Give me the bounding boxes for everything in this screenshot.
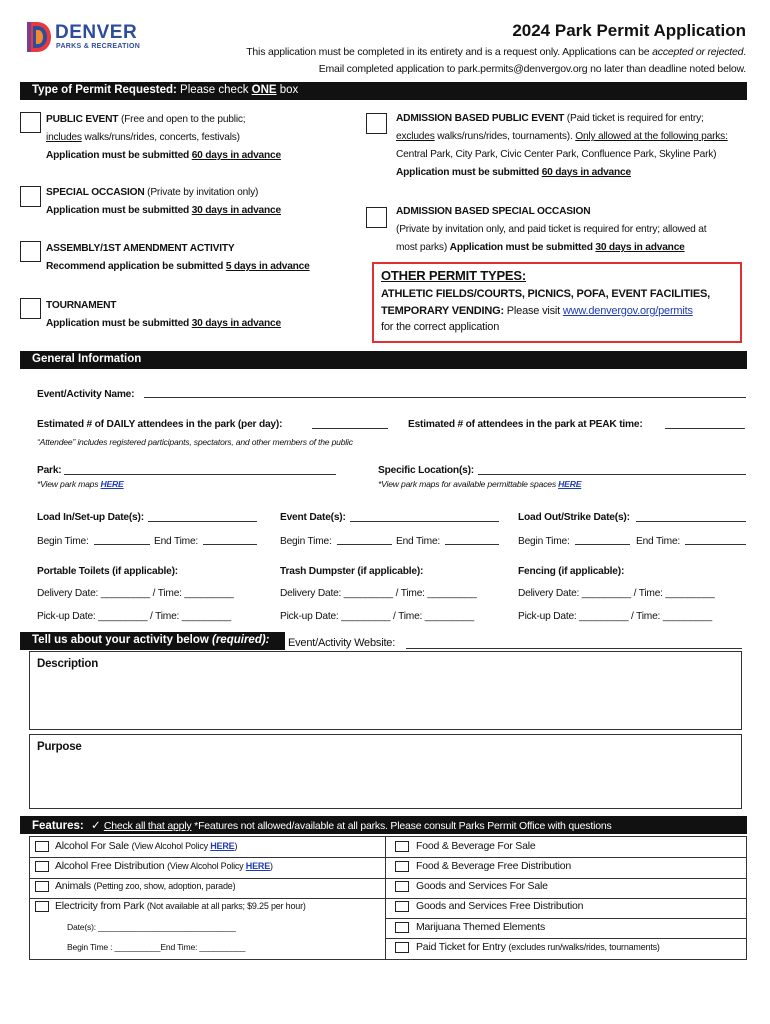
animals-checkbox[interactable] — [35, 881, 49, 892]
specific-maps-link[interactable]: HERE — [558, 479, 582, 489]
load-out-field[interactable] — [636, 521, 746, 522]
special-occasion-deadline: Application must be submitted — [46, 205, 192, 216]
tournament-option — [46, 297, 281, 333]
assembly-option — [46, 240, 310, 276]
row-line — [385, 918, 746, 919]
event-begin-field[interactable] — [337, 544, 392, 545]
website-label: Event/Activity Website: — [288, 637, 396, 649]
animals-item — [55, 880, 235, 892]
header-line-1 — [246, 46, 746, 58]
tournament-checkbox[interactable] — [20, 298, 41, 319]
toilets-label: Portable Toilets (if applicable): — [37, 566, 178, 577]
daily-attendees-label: Estimated # of DAILY attendees in the park (per day): — [37, 419, 283, 430]
admission-public-days: 60 days in advance — [541, 167, 631, 178]
park-note — [37, 479, 124, 489]
tournament-title: TOURNAMENT — [46, 300, 117, 311]
peak-attendees-label: Estimated # of attendees in the park at PEAK time: — [408, 419, 643, 430]
tournament-deadline: Application must be submitted — [46, 318, 192, 329]
public-event-deadline: Application must be submitted — [46, 150, 192, 161]
permit-type-instr-end: box — [276, 84, 299, 96]
other-permit-line3: for the correct application — [381, 321, 500, 333]
other-permit-heading: OTHER PERMIT TYPES: — [381, 268, 526, 283]
description-label: Description — [37, 658, 99, 670]
admission-special-days: 30 days in advance — [595, 242, 685, 253]
event-end-label: End Time: — [396, 536, 441, 547]
please-visit: Please visit — [503, 305, 563, 317]
park-maps-link[interactable]: HERE — [100, 479, 124, 489]
assembly-checkbox[interactable] — [20, 241, 41, 262]
assembly-deadline: Recommend application be submitted — [46, 261, 226, 272]
special-occasion-desc: (Private by invitation only) — [144, 187, 259, 198]
fencing-label: Fencing (if applicable): — [518, 566, 625, 577]
public-event-days: 60 days in advance — [191, 150, 281, 161]
marijuana-checkbox[interactable] — [395, 922, 409, 933]
daily-attendees-field[interactable] — [312, 428, 388, 429]
special-occasion-checkbox[interactable] — [20, 186, 41, 207]
event-end-field[interactable] — [445, 544, 499, 545]
feature-label: Alcohol Free Distribution — [55, 860, 168, 872]
permit-type-instr: Please check — [176, 84, 252, 96]
park-field[interactable] — [64, 474, 336, 475]
permits-link[interactable]: www.denvergov.org/permits — [562, 305, 693, 317]
feature-label: Alcohol For Sale — [55, 840, 132, 852]
assembly-title: ASSEMBLY/1ST AMENDMENT ACTIVITY — [46, 243, 235, 254]
electricity-item — [55, 900, 306, 912]
specific-note-text: *View park maps for available permittable spaces — [378, 479, 559, 489]
admission-public-desc2: walks/runs/rides, tournaments). — [434, 131, 576, 142]
toilets-delivery[interactable]: Delivery Date: _________ / Time: _________ — [37, 588, 234, 599]
check-all-text: Check all that apply — [103, 820, 192, 832]
feature-label: Animals — [55, 880, 94, 892]
load-out-end-field[interactable] — [685, 544, 746, 545]
electricity-checkbox[interactable] — [35, 901, 49, 912]
admission-special-option — [396, 203, 706, 257]
public-event-includes: includes — [46, 132, 82, 143]
attendee-note: “Attendee” includes registered participants, spectators, and other members of the public — [37, 437, 353, 447]
load-in-label: Load In/Set-up Date(s): — [37, 512, 144, 523]
food-free-item: Food & Beverage Free Distribution — [416, 860, 572, 872]
electricity-times[interactable]: Begin Time : __________End Time: __________ — [67, 942, 246, 952]
goods-free-item: Goods and Services Free Distribution — [416, 900, 584, 912]
admission-special-checkbox[interactable] — [366, 207, 387, 228]
purpose-label: Purpose — [37, 741, 82, 753]
general-info-label: General Information — [32, 353, 142, 365]
features-note: *Features not allowed/available at all parks. Please consult Parks Permit Office with questions — [191, 820, 612, 832]
alcohol-free-item — [55, 860, 273, 872]
fencing-pickup[interactable]: Pick-up Date: _________ / Time: _________ — [518, 611, 712, 622]
assembly-days: 5 days in advance — [225, 261, 310, 272]
toilets-pickup[interactable]: Pick-up Date: _________ / Time: _________ — [37, 611, 231, 622]
other-permit-types-box — [372, 262, 742, 343]
tournament-days: 30 days in advance — [191, 318, 281, 329]
feature-note: (View Alcohol Policy — [131, 841, 211, 851]
event-dates-label: Event Date(s): — [280, 512, 346, 523]
feature-note: (Petting zoo, show, adoption, parade) — [93, 881, 236, 891]
check-mark-icon: ✓ — [90, 820, 101, 832]
load-in-end-label: End Time: — [154, 536, 199, 547]
brand-sub: PARKS & RECREATION — [56, 43, 141, 50]
specific-location-note — [378, 479, 581, 489]
event-name-label: Event/Activity Name: — [37, 389, 135, 400]
activity-label: Tell us about your activity below — [32, 634, 212, 646]
admission-public-parks: Central Park, City Park, Civic Center Park, Confluence Park, Skyline Park) — [396, 149, 717, 160]
event-name-field[interactable] — [144, 397, 746, 398]
activity-bar — [20, 632, 285, 650]
brand-name: DENVER — [55, 22, 138, 43]
row-line — [385, 857, 746, 858]
special-occasion-option — [46, 184, 281, 220]
load-in-end-field[interactable] — [203, 544, 257, 545]
feature-note: (Not available at all parks; $9.25 per hour) — [146, 901, 306, 911]
goods-sale-item: Goods and Services For Sale — [416, 880, 548, 892]
park-label: Park: — [37, 465, 62, 476]
load-in-begin-label: Begin Time: — [37, 536, 89, 547]
load-out-label: Load Out/Strike Date(s): — [518, 512, 630, 523]
load-out-end-label: End Time: — [636, 536, 681, 547]
description-box[interactable] — [29, 651, 742, 730]
general-info-bar — [20, 351, 747, 369]
feature-note: (excludes run/walks/rides, tournaments) — [508, 942, 660, 952]
features-bar — [20, 816, 747, 834]
row-line — [385, 898, 746, 899]
admission-public-deadline: Application must be submitted — [396, 167, 542, 178]
admission-special-deadline: Application must be submitted — [449, 242, 596, 253]
header-line-2: Email completed application to park.permits@denvergov.org no later than deadline noted below. — [318, 63, 746, 75]
public-event-title: PUBLIC EVENT — [46, 114, 119, 125]
other-permit-line1: ATHLETIC FIELDS/COURTS, PICNICS, POFA, EVENT FACILITIES, — [381, 288, 711, 300]
temp-vending-label: TEMPORARY VENDING: — [381, 305, 504, 317]
features-label: Features: — [32, 820, 84, 832]
admission-public-checkbox[interactable] — [366, 113, 387, 134]
feature-label: Electricity from Park — [55, 900, 147, 912]
alcohol-policy-link[interactable]: HERE — [245, 861, 271, 871]
permit-type-bar — [20, 82, 747, 100]
header-text-end: . — [743, 46, 746, 58]
goods-sale-checkbox[interactable] — [395, 881, 409, 892]
admission-public-title: ADMISSION BASED PUBLIC EVENT — [396, 113, 565, 124]
header-emphasis: accepted or rejected — [652, 46, 744, 58]
park-note-text: *View park maps — [37, 479, 101, 489]
admission-public-allowed: Only allowed at the following parks: — [575, 131, 728, 142]
feature-note-close: ) — [234, 841, 238, 851]
denver-logo — [27, 22, 147, 54]
admission-public-option — [396, 110, 728, 182]
other-permit-line2 — [381, 305, 693, 317]
feature-note: (View Alcohol Policy — [167, 861, 246, 871]
food-free-checkbox[interactable] — [395, 861, 409, 872]
purpose-box[interactable] — [29, 734, 742, 809]
dumpster-pickup[interactable]: Pick-up Date: _________ / Time: _________ — [280, 611, 474, 622]
specific-location-label: Specific Location(s): — [378, 465, 474, 476]
specific-location-field[interactable] — [478, 474, 746, 475]
peak-attendees-field[interactable] — [665, 428, 745, 429]
food-sale-checkbox[interactable] — [395, 841, 409, 852]
food-sale-item: Food & Beverage For Sale — [416, 840, 536, 852]
dumpster-label: Trash Dumpster (if applicable): — [280, 566, 424, 577]
public-event-checkbox[interactable] — [20, 112, 41, 133]
page-title: 2024 Park Permit Application — [512, 21, 746, 40]
public-event-option — [46, 111, 281, 165]
row-line — [385, 878, 746, 879]
admission-special-desc2: most parks) — [396, 242, 450, 253]
alcohol-sale-item — [55, 840, 237, 852]
event-begin-label: Begin Time: — [280, 536, 332, 547]
alcohol-sale-checkbox[interactable] — [35, 841, 49, 852]
marijuana-item: Marijuana Themed Elements — [416, 921, 546, 933]
website-field[interactable] — [406, 648, 742, 649]
admission-special-desc: (Private by invitation only, and paid ticket is required for entry; allowed at — [396, 224, 707, 235]
public-event-desc: (Free and open to the public; — [118, 114, 246, 125]
denver-d-icon — [27, 22, 51, 52]
dumpster-delivery[interactable]: Delivery Date: _________ / Time: _________ — [280, 588, 477, 599]
electricity-dates[interactable]: Date(s): ______________________________ — [67, 922, 236, 932]
activity-required: (required): — [212, 634, 270, 646]
paid-ticket-checkbox[interactable] — [395, 942, 409, 953]
header-text: This application must be completed in its entirety and is a request only. Applications can be — [246, 46, 653, 58]
alcohol-policy-link[interactable]: HERE — [210, 841, 235, 851]
admission-public-excludes: excludes — [396, 131, 435, 142]
permit-type-label: Type of Permit Requested: — [32, 84, 177, 96]
row-line — [385, 938, 746, 939]
permit-type-one: ONE — [251, 84, 277, 96]
paid-ticket-item — [416, 941, 660, 953]
alcohol-free-checkbox[interactable] — [35, 861, 49, 872]
feature-label: Paid Ticket for Entry — [416, 941, 509, 953]
load-in-begin-field[interactable] — [94, 544, 150, 545]
load-in-field[interactable] — [148, 521, 257, 522]
feature-note-close: ) — [270, 861, 273, 871]
special-occasion-title: SPECIAL OCCASION — [46, 187, 145, 198]
admission-public-desc: (Paid ticket is required for entry; — [564, 113, 704, 124]
admission-special-title: ADMISSION BASED SPECIAL OCCASION — [396, 206, 591, 217]
goods-free-checkbox[interactable] — [395, 901, 409, 912]
row-line — [30, 878, 385, 879]
public-event-desc2: walks/runs/rides, concerts, festivals) — [81, 132, 240, 143]
event-dates-field[interactable] — [350, 521, 499, 522]
row-line — [30, 857, 385, 858]
load-out-begin-label: Begin Time: — [518, 536, 570, 547]
load-out-begin-field[interactable] — [575, 544, 630, 545]
special-occasion-days: 30 days in advance — [191, 205, 281, 216]
row-line — [30, 898, 385, 899]
fencing-delivery[interactable]: Delivery Date: _________ / Time: _________ — [518, 588, 715, 599]
